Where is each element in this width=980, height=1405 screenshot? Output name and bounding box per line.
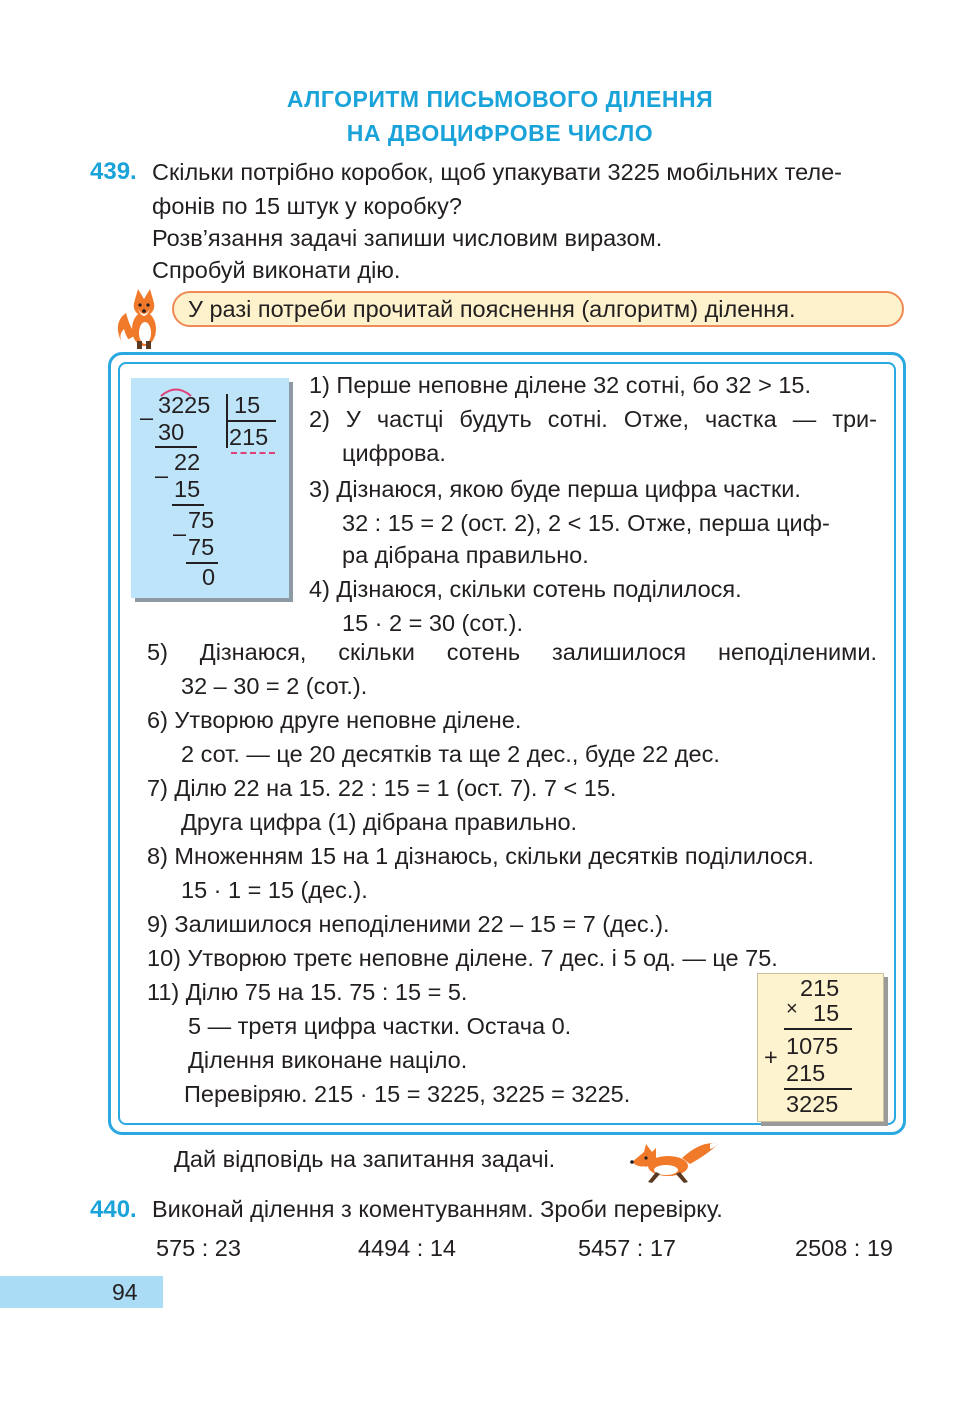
algorithm-step: 11) Ділю 75 на 15. 75 : 15 = 5.	[147, 979, 468, 1005]
check-result: 3225	[786, 1091, 839, 1117]
page-number: 94	[112, 1279, 138, 1305]
division-step: 75	[188, 534, 215, 560]
algorithm-step: 9) Залишилося неподіленими 22 – 15 = 7 (дес.).	[147, 911, 670, 937]
algorithm-step: 32 – 30 = 2 (сот.).	[181, 673, 368, 699]
task-439-number: 439.	[90, 158, 137, 185]
division-step: 30	[158, 419, 185, 445]
algorithm-step: 8) Множенням 15 на 1 дізнаюсь, скільки десятків поділилося.	[147, 843, 814, 869]
exercise: 2508 : 19	[795, 1235, 894, 1261]
algorithm-step: 15 · 1 = 15 (дес.).	[181, 877, 368, 903]
minus-sign: –	[173, 520, 187, 546]
algorithm-step: 6) Утворюю друге неповне ділене.	[147, 707, 522, 733]
algorithm-step: 2 сот. — це 20 десятків та ще 2 дес., буде 22 дес.	[181, 741, 720, 767]
divisor: 15	[234, 392, 261, 418]
section-title-line1: АЛГОРИТМ ПИСЬМОВОГО ДІЛЕННЯ	[286, 86, 714, 112]
hint-bubble	[172, 291, 904, 327]
check-line	[784, 1028, 852, 1030]
algorithm-step: 15 · 2 = 30 (сот.).	[342, 610, 523, 636]
hint-text: У разі потреби прочитай пояснення (алгоритм) ділення.	[188, 296, 796, 322]
exercise: 575 : 23	[156, 1235, 241, 1261]
algorithm-step: 10) Утворюю третє неповне ділене. 7 дес. і 5 од. — це 75.	[147, 945, 778, 971]
division-step: 15	[174, 476, 201, 502]
fox-running-icon	[624, 1136, 720, 1188]
algorithm-step: 32 : 15 = 2 (ост. 2), 2 < 15. Отже, перша циф-	[342, 510, 830, 536]
algorithm-step: 5 — третя цифра частки. Остача 0.	[188, 1013, 572, 1039]
task-439-line: фонів по 15 штук у коробку?	[152, 193, 462, 219]
algorithm-step: цифрова.	[342, 440, 446, 466]
times-sign: ×	[786, 998, 798, 1020]
fox-sitting-icon	[112, 283, 172, 353]
division-remainder: 0	[202, 564, 216, 590]
task-439-line: Розв’язання задачі запиши числовим виразом.	[152, 225, 663, 251]
algorithm-step: Друга цифра (1) дібрана правильно.	[181, 809, 578, 835]
task-440-text: Виконай ділення з коментуванням. Зроби перевірку.	[152, 1196, 723, 1222]
section-title-line2: НА ДВОЦИФРОВЕ ЧИСЛО	[346, 120, 654, 146]
division-line	[155, 446, 197, 448]
page-number-bar	[0, 1276, 163, 1308]
algorithm-step: Ділення виконане націло.	[188, 1047, 468, 1073]
algorithm-step: 5) Дізнаюся, скільки сотень залишилося неподіленими.	[147, 639, 877, 665]
division-step: 75	[188, 507, 215, 533]
plus-sign: +	[764, 1044, 778, 1070]
minus-sign: –	[155, 462, 169, 488]
algorithm-step: Перевіряю. 215 · 15 = 3225, 3225 = 3225.	[184, 1081, 631, 1107]
task-440-number: 440.	[90, 1196, 137, 1223]
algorithm-step: 1) Перше неповне ділене 32 сотні, бо 32 > 15.	[309, 372, 812, 398]
quotient: 215	[229, 424, 269, 450]
check-partial2: 215	[786, 1060, 826, 1086]
algorithm-step: 7) Ділю 22 на 15. 22 : 15 = 1 (ост. 7). 7 < 15.	[147, 775, 617, 801]
exercise: 4494 : 14	[358, 1235, 457, 1261]
check-factor2: 15	[813, 1000, 840, 1026]
check-line	[784, 1088, 852, 1090]
task-439-line: Скільки потрібно коробок, щоб упакувати 3225 мобільних теле-	[152, 159, 842, 185]
division-bar-horizontal	[226, 420, 276, 422]
division-step: 22	[174, 449, 201, 475]
algorithm-step: 4) Дізнаюся, скільки сотень поділилося.	[309, 576, 742, 602]
task-439-line: Спробуй виконати дію.	[152, 257, 401, 283]
division-line	[172, 504, 204, 506]
dividend: 3225	[158, 392, 211, 418]
check-factor1: 215	[800, 975, 840, 1001]
algorithm-step: 3) Дізнаюся, якою буде перша цифра частки.	[309, 476, 801, 502]
exercise: 5457 : 17	[578, 1235, 677, 1261]
answer-prompt: Дай відповідь на запитання задачі.	[174, 1146, 556, 1172]
minus-sign: –	[140, 404, 154, 430]
algorithm-step: 2) У частці будуть сотні. Отже, частка — три-	[309, 406, 877, 432]
algorithm-step: ра дібрана правильно.	[342, 542, 589, 568]
check-partial1: 1075	[786, 1033, 839, 1059]
quotient-placeholder-dashes	[231, 452, 275, 454]
